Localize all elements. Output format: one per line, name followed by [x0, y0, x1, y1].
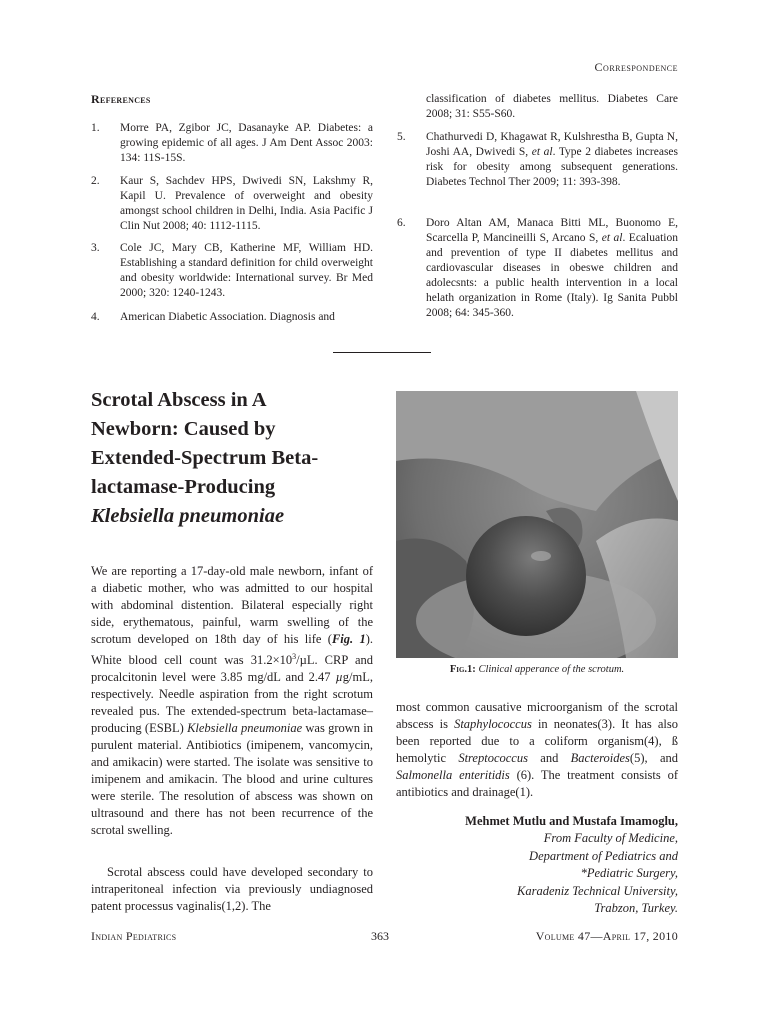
affiliation-line: *Pediatric Surgery,: [580, 866, 678, 881]
running-header-section: Correspondence: [594, 60, 678, 74]
reference-text: Morre PA, Zgibor JC, Dasanayke AP. Diabetes: a growing epidemic of all ages. J Am Dent Assoc 2003: 134: 11S-15S.: [120, 122, 373, 164]
reference-text: Chathurvedi D, Khagawat R, Kulshrestha B, Gupta N, Joshi AA, Dwivedi S, et al. Type 2 diabetes increases risk for obesity among subsequent generations. Diabetes Technol Ther 2009; 11: 393-398.: [426, 131, 678, 188]
affiliation-line: Trabzon, Turkey.: [594, 901, 678, 916]
reference-item-2: [91, 174, 373, 234]
figure-caption-text: Clinical apperance of the scrotum.: [478, 664, 625, 675]
reference-item-4: [91, 310, 373, 325]
article-paragraph-3: most common causative microorganism of the scrotal abscess is Staphylococcus in neonates(3). It has also been reported due to a coliform organism(4), ß hemolytic Streptococcus and Bacteroides(5), and Salmonella enteritidis (6). The treatment consists of antibiotics and drainage(1).: [396, 700, 678, 799]
reference-number: 3.: [91, 242, 100, 254]
reference-text: Doro Altan AM, Manaca Bitti ML, Buonomo E, Scarcella P, Mancineilli S, Arcano S, et al. Ecaluation and prevention of type II diabetes mellitus and cardiovascular diseases in obeswe children and adolecsnts: a public health intervention in a local helath organization in Rome (Italy). Ig Sanita Pubbl 2008; 64: 345-360.: [426, 217, 678, 319]
reference-text: Cole JC, Mary CB, Katherine MF, William HD. Establishing a standard definition for child overweight and obesity worldwide: International survey. Br Med 2000; 320: 1240-1243.: [120, 242, 373, 299]
footer-page-number: 363: [371, 929, 389, 943]
article-paragraph-1: We are reporting a 17-day-old male newborn, infant of a diabetic mother, who was admitted to our hospital with abdominal distention. Bilateral especially right side, erythematous, painful, warm swelling of the scrotum developed on 18th day of his life (Fig. 1). White blood cell count was $31.2\times 10^3/\mu L$. CRP and procalcitonin level were 3.85 mg/dL and 2.47 µg/mL, respectively. Needle aspiration from the right scrotum revealed pus. The extended-spectrum beta-lactamase–producing (ESBL) Klebsiella pneumoniae was grown in purulent material. Antibiotics (imipenem, vancomycin, and amikacin) were started. The isolate was sensitive to imipenem and amikacin. The blood and urine cultures were sterile. The resolution of abscess was shown on ultrasound and there has not been recurrence of the scrotal swelling.: [91, 564, 374, 838]
reference-item-4-continued: [397, 92, 678, 122]
reference-text: Kaur S, Sachdev HPS, Dwivedi SN, Lakshmy R, Kapil U. Prevalence of overweight and obesity amongst school children in Delhi, India. Asia Pacific J Clin Nut 2008; 40: 1112-1115.: [120, 175, 373, 232]
references-heading: References: [91, 92, 151, 106]
reference-item-1: [91, 121, 373, 166]
author-names: Mehmet Mutlu and Mustafa Imamoglu,: [465, 814, 678, 828]
article-paragraph-2: Scrotal abscess could have developed secondary to intraperitoneal infection via previously undiagnosed patent processus vaginalis(1,2). The: [91, 865, 373, 913]
figure-caption: [396, 664, 678, 675]
reference-text: American Diabetic Association. Diagnosis and: [120, 311, 335, 323]
reference-item-6: [397, 216, 678, 321]
clinical-photo: [396, 391, 678, 658]
reference-number: 1.: [91, 122, 100, 134]
section-divider: [333, 352, 431, 353]
reference-number: 4.: [91, 311, 100, 323]
affiliation-line: Karadeniz Technical University,: [517, 883, 678, 898]
affiliation-line: Department of Pediatrics and: [529, 848, 678, 863]
footer-journal: Indian Pediatrics: [91, 929, 177, 943]
reference-text: classification of diabetes mellitus. Diabetes Care 2008; 31: S55-S60.: [426, 93, 678, 120]
reference-item-3: [91, 241, 373, 301]
footer-volume: Volume 47—April 17, 2010: [535, 929, 678, 943]
affiliation-line: From Faculty of Medicine,: [543, 831, 678, 846]
figure-label: Fig.1:: [449, 664, 476, 675]
reference-number: 6.: [397, 217, 406, 229]
author-block: [465, 813, 678, 917]
reference-number: 2.: [91, 175, 100, 187]
reference-item-5: [397, 130, 678, 190]
article-title: Scrotal Abscess in A Newborn: Caused by Extended-Spectrum Beta- lactamase-Producing Klebsiella pneumoniae: [91, 389, 319, 527]
reference-number: 5.: [397, 131, 406, 143]
